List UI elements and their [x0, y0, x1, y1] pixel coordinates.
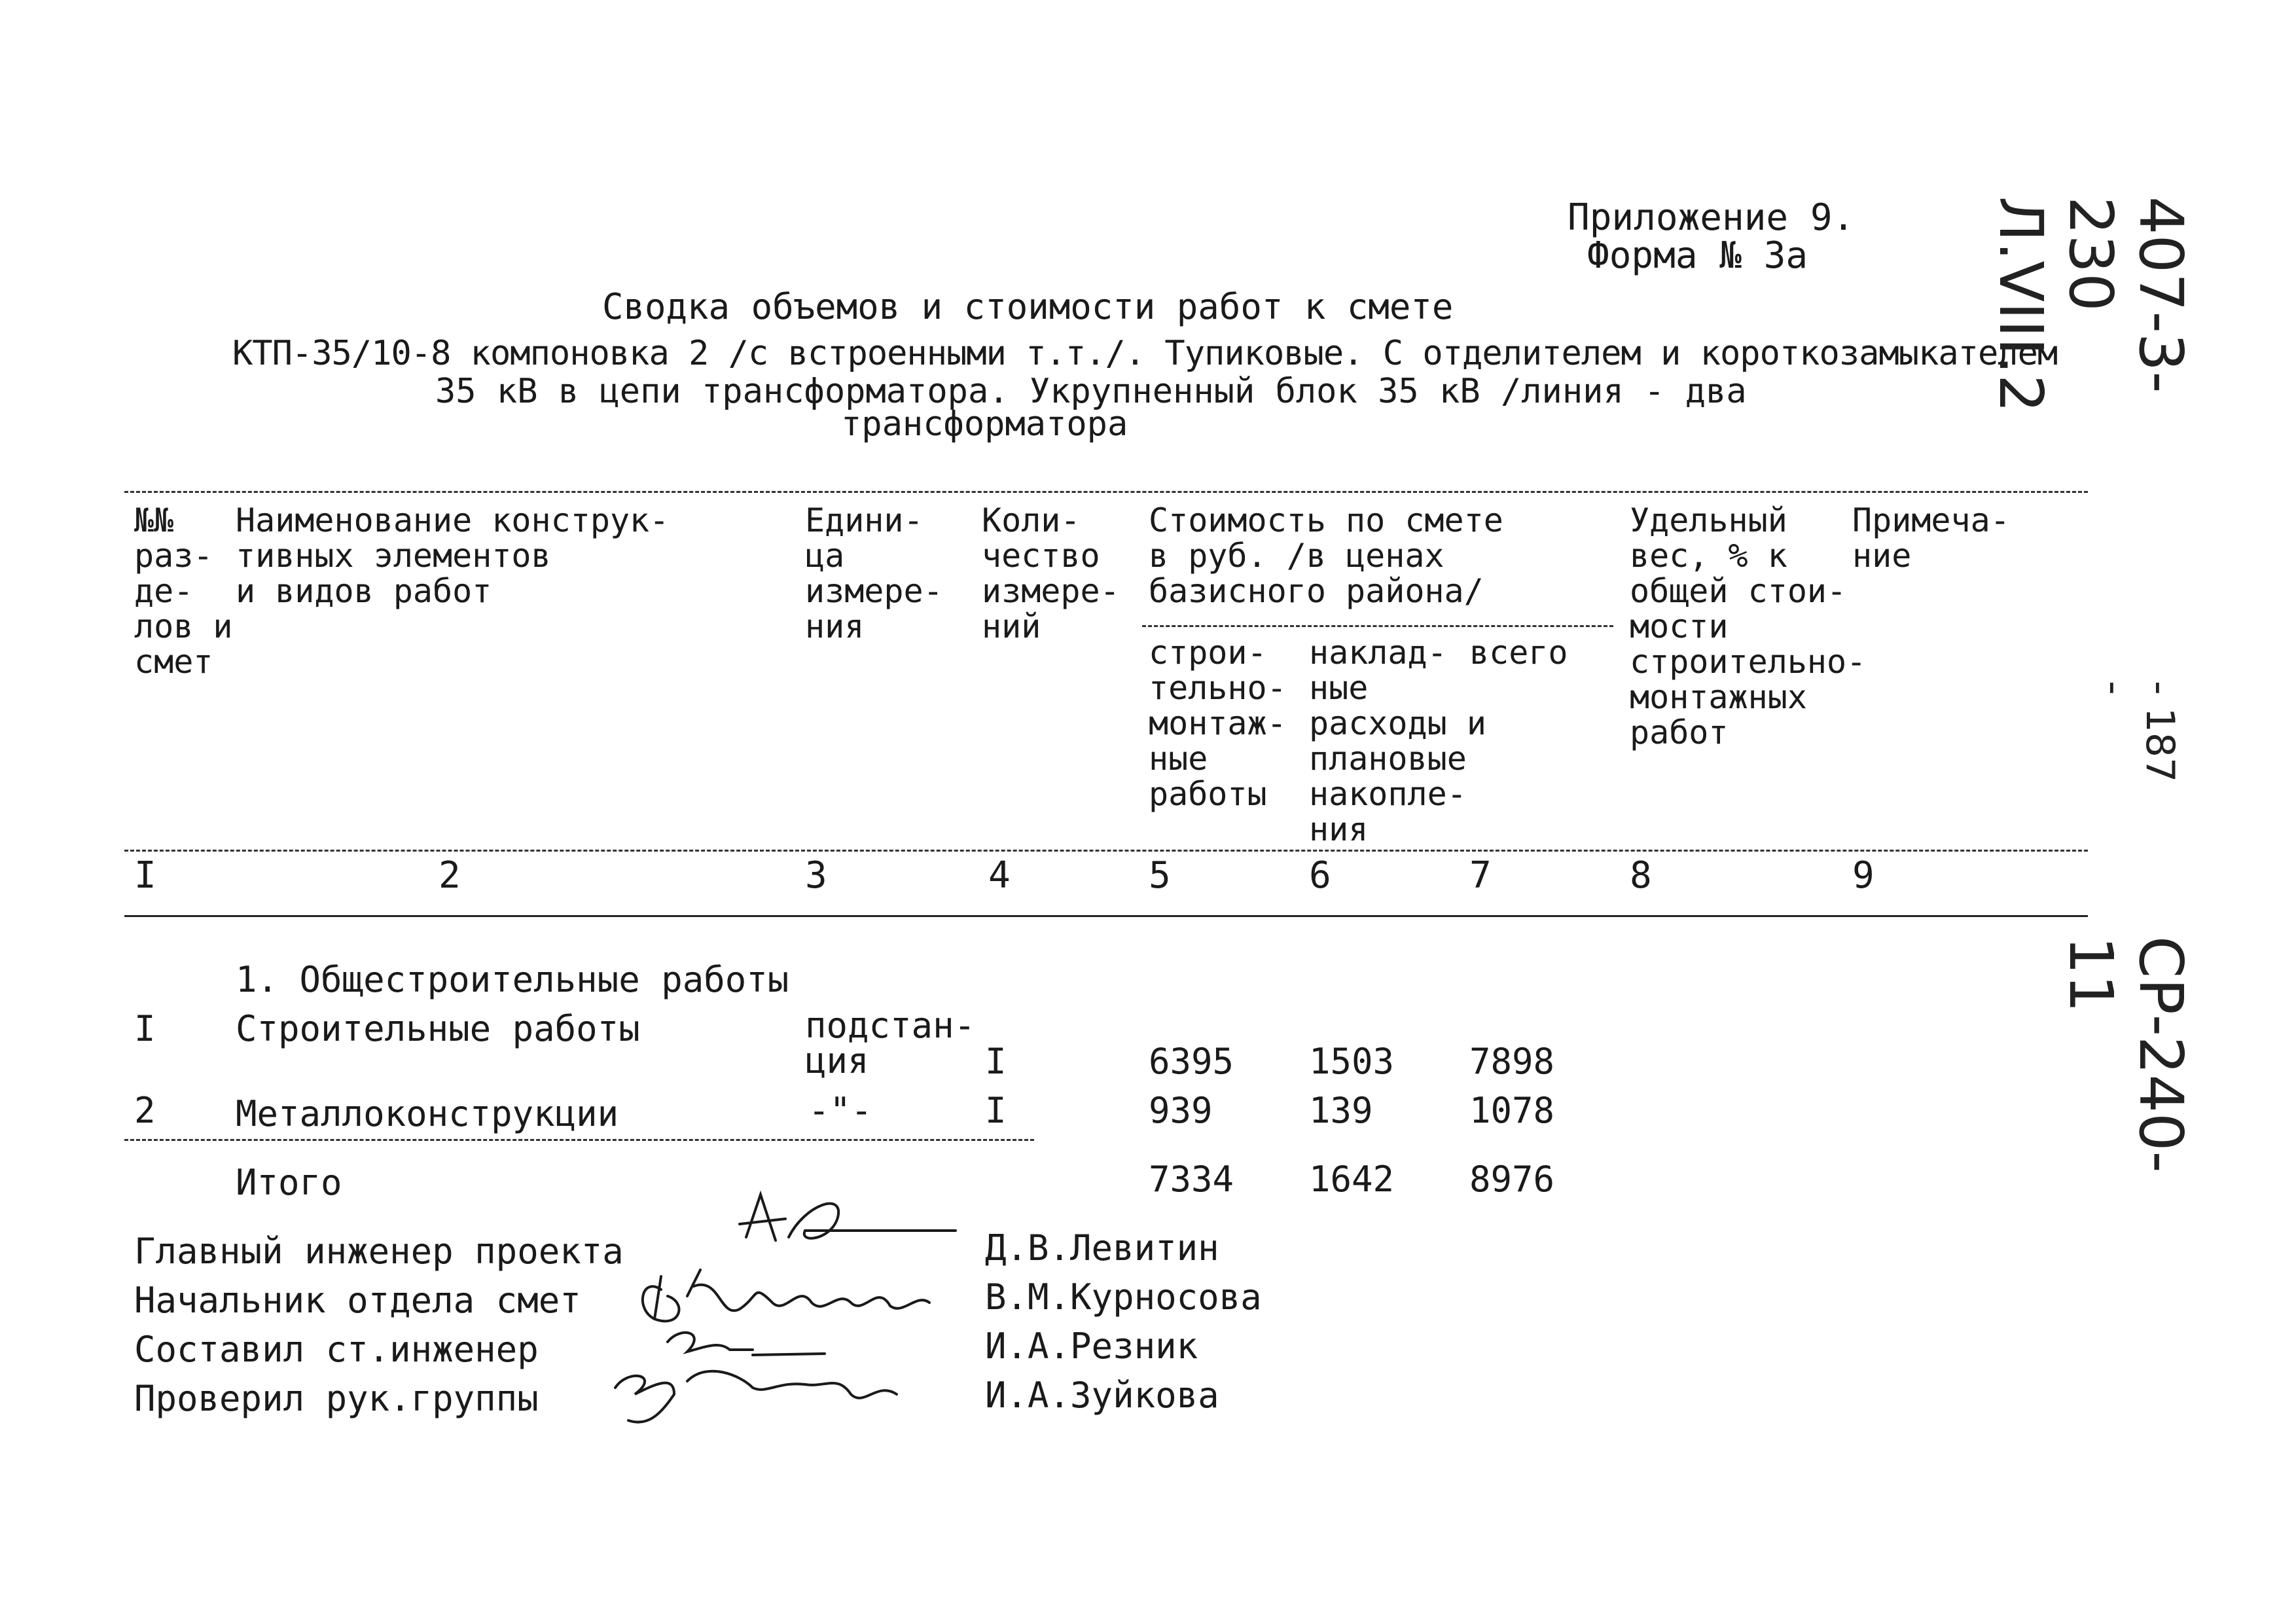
signature-role-estimates-head: Начальник отдела смет [134, 1280, 581, 1321]
row-2-unit: -"- [808, 1090, 872, 1131]
signature-name-estimates-head: В.М.Курносова [985, 1276, 1262, 1318]
margin-page-number: - 187 - [2091, 681, 2183, 783]
margin-series-code: СР-240-11 [2056, 936, 2196, 1173]
header-construction-works: строи- тельно- монтаж- ные работы [1149, 634, 1287, 813]
row-2-smr: 939 [1149, 1090, 1213, 1131]
row-2-name: Металлоконструкции [236, 1093, 619, 1134]
header-quantity: Коли- чество измере- ний [982, 501, 1120, 645]
total-all: 8976 [1469, 1159, 1555, 1200]
row-1-total: 7898 [1469, 1041, 1555, 1082]
signature-role-chief-engineer: Главный инженер проекта [134, 1231, 624, 1272]
header-section-number: №№ раз- де- лов и смет [134, 501, 233, 681]
col-number-6: 6 [1309, 854, 1331, 897]
total-overhead: 1642 [1309, 1159, 1395, 1200]
signature-name-chief-engineer: Д.В.Левитин [985, 1227, 1219, 1269]
signature-name-compiler: И.А.Резник [985, 1326, 1198, 1367]
form-number: Форма № 3а [1587, 234, 1808, 277]
title-line-3: трансформатора [841, 405, 1128, 444]
col-number-3: 3 [805, 854, 827, 897]
col-number-9: 9 [1852, 854, 1874, 897]
total-smr: 7334 [1149, 1159, 1234, 1200]
rows-bottom-rule [124, 1139, 1034, 1141]
col-number-7: 7 [1469, 854, 1492, 897]
title-line-1: КТП-35/10-8 компоновка 2 /с встроенными т.т./. Тупиковые. С отделителем и короткозамыкателем [232, 334, 2058, 373]
col-number-2: 2 [439, 854, 461, 897]
header-unit: Едини- ца измере- ния [805, 501, 943, 645]
handwritten-signatures [589, 1178, 995, 1440]
row-2-overhead: 139 [1309, 1090, 1373, 1131]
signature-role-checker: Проверил рук.группы [134, 1378, 539, 1419]
title-line-2: 35 кВ в цепи трансформатора. Укрупненный блок 35 кВ /линия - два [435, 372, 1747, 411]
signature-role-compiler: Составил ст.инженер [134, 1329, 539, 1370]
row-1-overhead: 1503 [1309, 1041, 1395, 1082]
header-overhead: наклад- ные расходы и плановые накопле- ния [1309, 634, 1486, 848]
header-bottom-rule [124, 850, 2088, 852]
header-element-name: Наименование конструк- тивных элементов и видов работ [236, 501, 670, 610]
col-number-1: I [134, 854, 156, 897]
header-note: Примеча- ние [1852, 501, 2010, 575]
row-1-quantity: I [985, 1041, 1007, 1082]
appendix-number: Приложение 9. [1568, 196, 1855, 239]
col-number-4: 4 [988, 854, 1011, 897]
col-number-8: 8 [1630, 854, 1652, 897]
cost-header-rule [1142, 625, 1613, 627]
row-1-name: Строительные работы [236, 1008, 640, 1049]
section-title: 1. Общестроительные работы [236, 959, 789, 1000]
row-2-quantity: I [985, 1090, 1007, 1131]
document-heading: Сводка объемов и стоимости работ к смете [602, 286, 1454, 327]
row-2-number: 2 [134, 1090, 156, 1131]
header-cost: Стоимость по смете в руб. /в ценах базисного района/ [1149, 501, 1503, 610]
margin-project-code: 407-3-230 Л.VIII.2 [1986, 196, 2196, 413]
row-2-total: 1078 [1469, 1090, 1555, 1131]
signature-name-checker: И.А.Зуйкова [985, 1375, 1219, 1416]
col-number-5: 5 [1149, 854, 1171, 897]
row-1-number: I [134, 1008, 156, 1049]
total-label: Итого [236, 1162, 342, 1203]
table-top-rule [124, 491, 2088, 493]
header-share: Удельный вес, % к общей стои- мости строительно- монтажных работ [1630, 501, 1867, 751]
row-1-smr: 6395 [1149, 1041, 1234, 1082]
header-total: всего [1469, 634, 1568, 672]
col-numbers-bottom-rule [124, 915, 2088, 917]
row-1-unit: подстан- ция [805, 1005, 976, 1081]
